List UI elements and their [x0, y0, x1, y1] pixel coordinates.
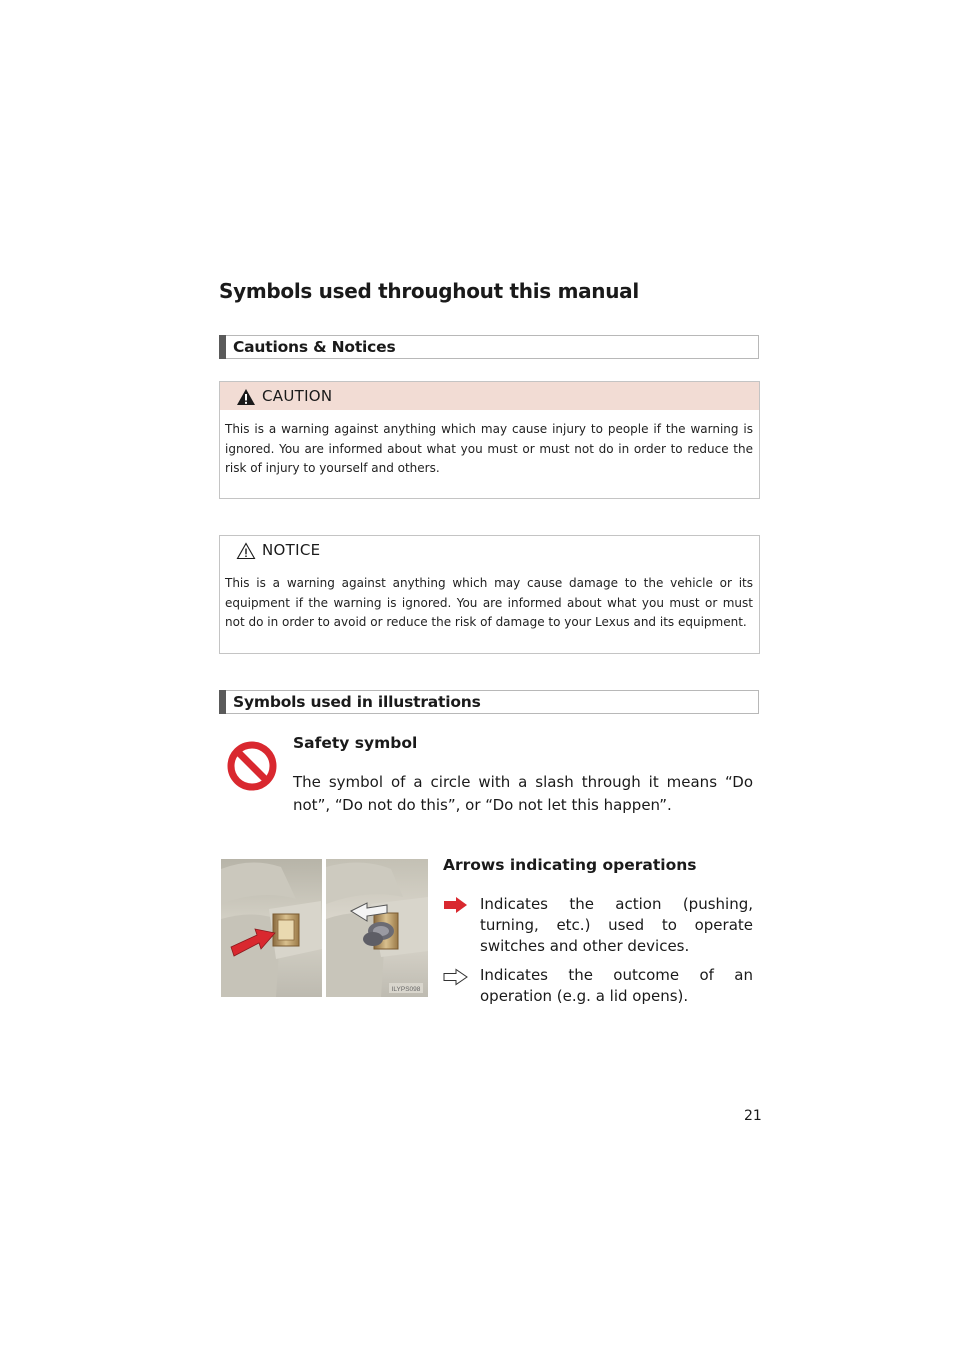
filled-arrow-description: Indicates the action (pushing, turning, etc.) used to operate switches and other devices.	[480, 895, 753, 955]
notice-header	[220, 536, 759, 564]
notice-box	[219, 535, 760, 654]
armrest-illustration	[221, 859, 428, 997]
notice-label: NOTICE	[262, 541, 321, 559]
outline-arrow-icon	[443, 968, 469, 986]
caution-text: This is a warning against anything which may cause injury to people if the warning is ignored. You are informed about what you must or must not do in order to reduce the risk of injury to yourself and others.	[225, 422, 753, 475]
page-title: Symbols used throughout this manual	[219, 279, 639, 303]
arrows-title: Arrows indicating operations	[443, 856, 697, 874]
filled-arrow-icon	[443, 896, 469, 914]
illustration-panel-after	[326, 859, 428, 997]
section-header-cautions	[219, 335, 759, 359]
illustration-code: ILYPS098	[391, 986, 421, 993]
outline-arrow-description: Indicates the outcome of an operation (e.g. a lid opens).	[480, 966, 753, 1005]
section-label: Symbols used in illustrations	[233, 693, 481, 711]
notice-text: This is a warning against anything which may cause damage to the vehicle or its equipment if the warning is ignored. You are informed about what you must or must not do in order to avoid or reduce the risk of damage to your Lexus and its equipment.	[225, 576, 753, 629]
section-marker	[219, 335, 226, 359]
prohibition-icon	[227, 741, 277, 791]
caution-header	[220, 382, 759, 410]
warning-triangle-outline-icon	[236, 542, 256, 560]
warning-triangle-filled-icon	[236, 388, 256, 406]
section-label: Cautions & Notices	[233, 338, 396, 356]
safety-symbol-text: The symbol of a circle with a slash through it means “Do not”, “Do not do this”, or “Do not let this happen”.	[293, 773, 753, 814]
section-header-illustrations	[219, 690, 759, 714]
caution-label: CAUTION	[262, 387, 333, 405]
section-marker	[219, 690, 226, 714]
safety-symbol-title: Safety symbol	[293, 734, 418, 752]
page-number: 21	[744, 1108, 762, 1124]
illustration-panel-before	[221, 859, 322, 997]
caution-box	[219, 381, 760, 499]
